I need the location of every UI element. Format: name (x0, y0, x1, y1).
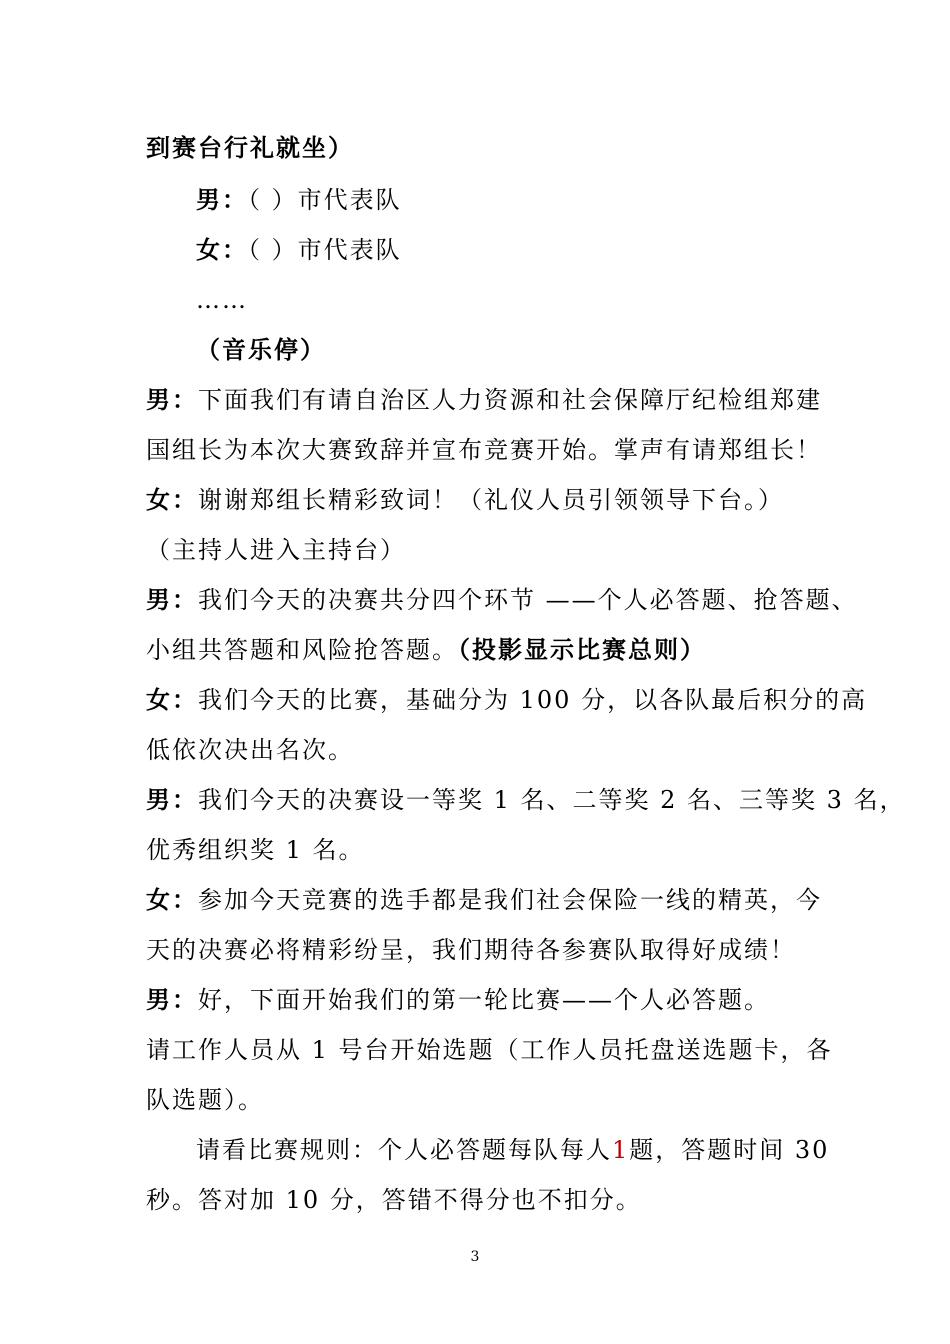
stage-direction: （主持人进入主持台） (146, 536, 406, 564)
rules-line (196, 1134, 886, 1166)
script-line-male (146, 384, 836, 416)
text-line: 秒。答对加 10 分，答错不得分也不扣分。 (146, 1186, 642, 1214)
line-text: 好，下面开始我们的第一轮比赛——个人必答题。 (198, 986, 770, 1014)
stage-direction: （音乐停） (196, 335, 326, 364)
text-line: 国组长为本次大赛致辞并宣布竞赛开始。掌声有请郑组长！ (146, 436, 822, 464)
text-line: 请工作人员从 1 号台开始选题（工作人员托盘送选题卡，各 (146, 1036, 833, 1064)
speaker-label: 男： (146, 385, 198, 414)
script-line-male (146, 784, 906, 816)
line-text: （ ）市代表队 (248, 236, 402, 264)
page-number: 3 (470, 1249, 480, 1265)
speaker-label: 男： (146, 585, 198, 614)
script-line-male (146, 584, 858, 616)
text-line: 低依次决出名次。 (146, 736, 354, 764)
speaker-label: 男： (146, 985, 198, 1014)
text-line: 队选题）。 (146, 1086, 264, 1114)
script-line-female (146, 884, 836, 916)
line-text: 题，答题时间 30 (629, 1136, 830, 1164)
script-line-female (146, 684, 868, 716)
speaker-label: 男： (196, 185, 248, 214)
highlight-number: 1 (612, 1136, 630, 1164)
text-line (146, 634, 836, 666)
speaker-label: 男： (146, 785, 198, 814)
line-text: 我们今天的决赛设一等奖 1 名、二等奖 2 名、三等奖 3 名， (198, 786, 906, 814)
line-text: 谢谢郑组长精彩致词！（礼仪人员引领领导下台。） (198, 486, 784, 514)
line-text: （ ）市代表队 (248, 186, 402, 214)
text-line: 到赛台行礼就坐） (146, 133, 354, 162)
speaker-label: 女： (146, 685, 198, 714)
text-line: 优秀组织奖 1 名。 (146, 836, 365, 864)
script-line-female (146, 484, 836, 516)
line-text: 小组共答题和风险抢答题。 (146, 636, 458, 664)
stage-direction: （投影显示比赛总则） (458, 635, 706, 664)
line-text: 请看比赛规则：个人必答题每队每人 (196, 1136, 612, 1164)
line-text: 我们今天的决赛共分四个环节 ——个人必答题、抢答题、 (198, 586, 858, 614)
speaker-label: 女： (146, 885, 198, 914)
script-line-female (196, 234, 886, 266)
speaker-label: 女： (196, 235, 248, 264)
ellipsis-line: …… (196, 286, 248, 314)
line-text: 下面我们有请自治区人力资源和社会保障厅纪检组郑建 (198, 386, 822, 414)
script-line-male (196, 184, 886, 216)
text-line: 天的决赛必将精彩纷呈，我们期待各参赛队取得好成绩！ (146, 936, 796, 964)
script-line-male (146, 984, 836, 1016)
line-text: 参加今天竞赛的选手都是我们社会保险一线的精英，今 (198, 886, 822, 914)
line-text: 我们今天的比赛，基础分为 100 分，以各队最后积分的高 (198, 686, 868, 714)
speaker-label: 女： (146, 485, 198, 514)
